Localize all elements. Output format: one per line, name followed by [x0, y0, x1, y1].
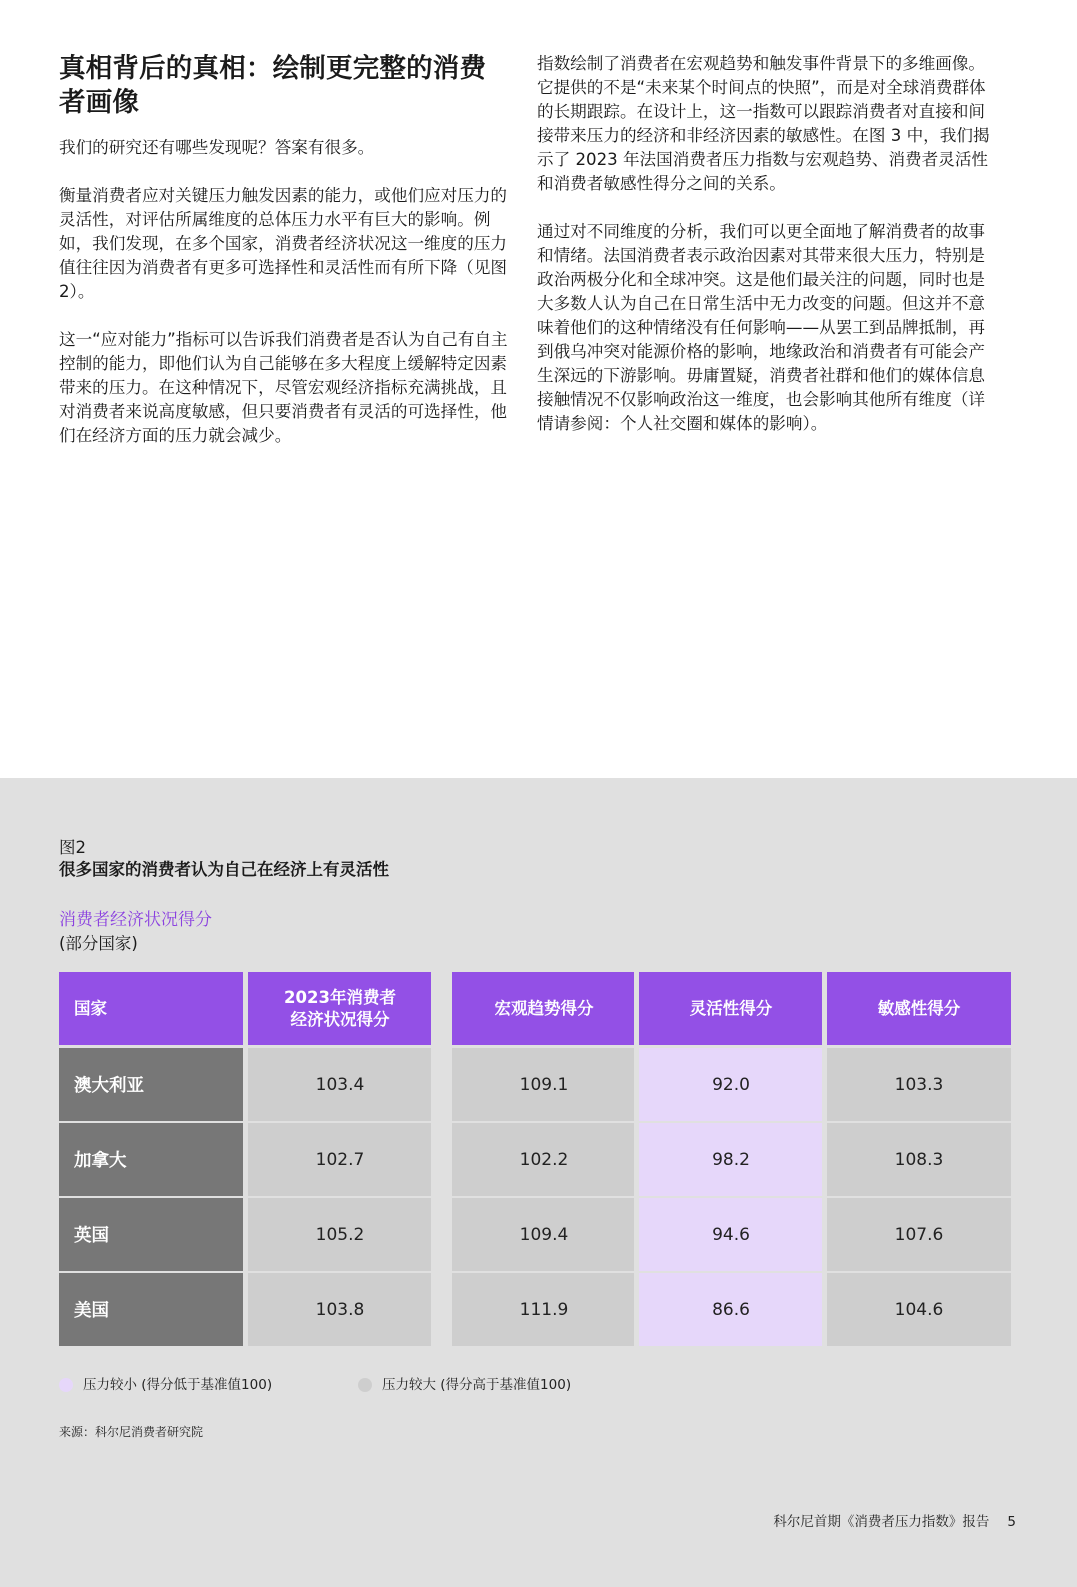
score-cell: 111.9 [452, 1273, 636, 1346]
column-separator [822, 972, 827, 1348]
paragraph: 我们的研究还有哪些发现呢？答案有很多。 [59, 138, 375, 157]
score-cell: 98.2 [639, 1123, 823, 1196]
table-subtitle: (部分国家) [59, 934, 138, 953]
legend-swatch-icon [59, 1378, 73, 1392]
table-title: 消费者经济状况得分 [59, 910, 212, 930]
score-cell: 105.2 [248, 1198, 432, 1271]
header-country: 国家 [59, 972, 243, 1045]
score-cell: 94.6 [639, 1198, 823, 1271]
paragraph: 衡量消费者应对关键压力触发因素的能力，或他们应对压力的灵活性，对评估所属维度的总体压力水平有巨大的影响。例如，我们发现，在多个国家，消费者经济状况这一维度的压力值往往因为消费者有更多可选择性和灵活性而有所下降（见图 2）。 [59, 186, 508, 301]
page-number: 5 [1007, 1514, 1016, 1530]
legend-label: 压力较小 (得分低于基准值100) [83, 1377, 273, 1393]
header-macro-score: 宏观趋势得分 [452, 972, 636, 1045]
score-cell: 109.1 [452, 1048, 636, 1121]
paragraph: 指数绘制了消费者在宏观趋势和触发事件背景下的多维画像。它提供的不是“未来某个时间点的快照”，而是对全球消费群体的长期跟踪。在设计上，这一指数可以跟踪消费者对直接和间接带来压力的经济和非经济因素的敏感性。在图 3 中，我们揭示了 2023 年法国消费者压力指数与宏观趋势、消费者灵活性和消费者敏感性得分之间的关系。 [537, 54, 990, 193]
report-name: 科尔尼首期《消费者压力指数》报告 [773, 1514, 990, 1530]
country-cell: 英国 [59, 1198, 243, 1271]
page-footer [773, 1512, 1016, 1532]
paragraph: 通过对不同维度的分析，我们可以更全面地了解消费者的故事和情绪。法国消费者表示政治因素对其带来很大压力，特别是政治两极分化和全球冲突。这是他们最关注的问题，同时也是大多数人认为自己在日常生活中无力改变的问题。但这并不意味着他们的这种情绪没有任何影响——从罢工到品牌抵制，再到俄乌冲突对能源价格的影响，地缘政治和消费者有可能会产生深远的下游影响。毋庸置疑，消费者社群和他们的媒体信息接触情况不仅影响政治这一维度，也会影响其他所有维度（详情请参阅：个人社交圈和媒体的影响）。 [537, 222, 986, 433]
article-section [0, 0, 1077, 778]
article-title: 真相背后的真相：绘制更完整的消费者画像 [59, 53, 487, 118]
country-cell: 美国 [59, 1273, 243, 1346]
header-economic-score: 2023年消费者 经济状况得分 [248, 972, 432, 1045]
score-cell: 103.8 [248, 1273, 432, 1346]
figure-number: 图2 [59, 838, 86, 857]
country-cell: 加拿大 [59, 1123, 243, 1196]
header-flexibility-score: 灵活性得分 [639, 972, 823, 1045]
score-cell: 103.3 [827, 1048, 1011, 1121]
country-cell: 澳大利亚 [59, 1048, 243, 1121]
score-cell: 102.7 [248, 1123, 432, 1196]
score-cell: 103.4 [248, 1048, 432, 1121]
score-cell: 104.6 [827, 1273, 1011, 1346]
source-note: 来源：科尔尼消费者研究院 [59, 1425, 204, 1439]
legend-swatch-icon [358, 1378, 372, 1392]
score-table [59, 972, 1019, 1348]
legend-item-low [59, 1375, 272, 1395]
column-separator [431, 972, 452, 1348]
figure-panel [0, 778, 1077, 1587]
column-separator [634, 972, 639, 1348]
header-sensitivity-score: 敏感性得分 [827, 972, 1011, 1045]
score-cell: 86.6 [639, 1273, 823, 1346]
paragraph: 这一“应对能力”指标可以告诉我们消费者是否认为自己有自主控制的能力，即他们认为自己能够在多大程度上缓解特定因素带来的压力。在这种情况下，尽管宏观经济指标充满挑战，且对消费者来说高度敏感，但只要消费者有灵活的可选择性，他们在经济方面的压力就会减少。 [59, 330, 508, 445]
figure-title: 很多国家的消费者认为自己在经济上有灵活性 [59, 860, 389, 879]
score-cell: 108.3 [827, 1123, 1011, 1196]
score-cell: 92.0 [639, 1048, 823, 1121]
left-column [59, 52, 509, 472]
column-separator [243, 972, 248, 1348]
score-cell: 109.4 [452, 1198, 636, 1271]
score-cell: 107.6 [827, 1198, 1011, 1271]
score-cell: 102.2 [452, 1123, 636, 1196]
right-column [537, 52, 993, 460]
legend-item-high [358, 1375, 571, 1395]
legend-label: 压力较大 (得分高于基准值100) [382, 1377, 572, 1393]
